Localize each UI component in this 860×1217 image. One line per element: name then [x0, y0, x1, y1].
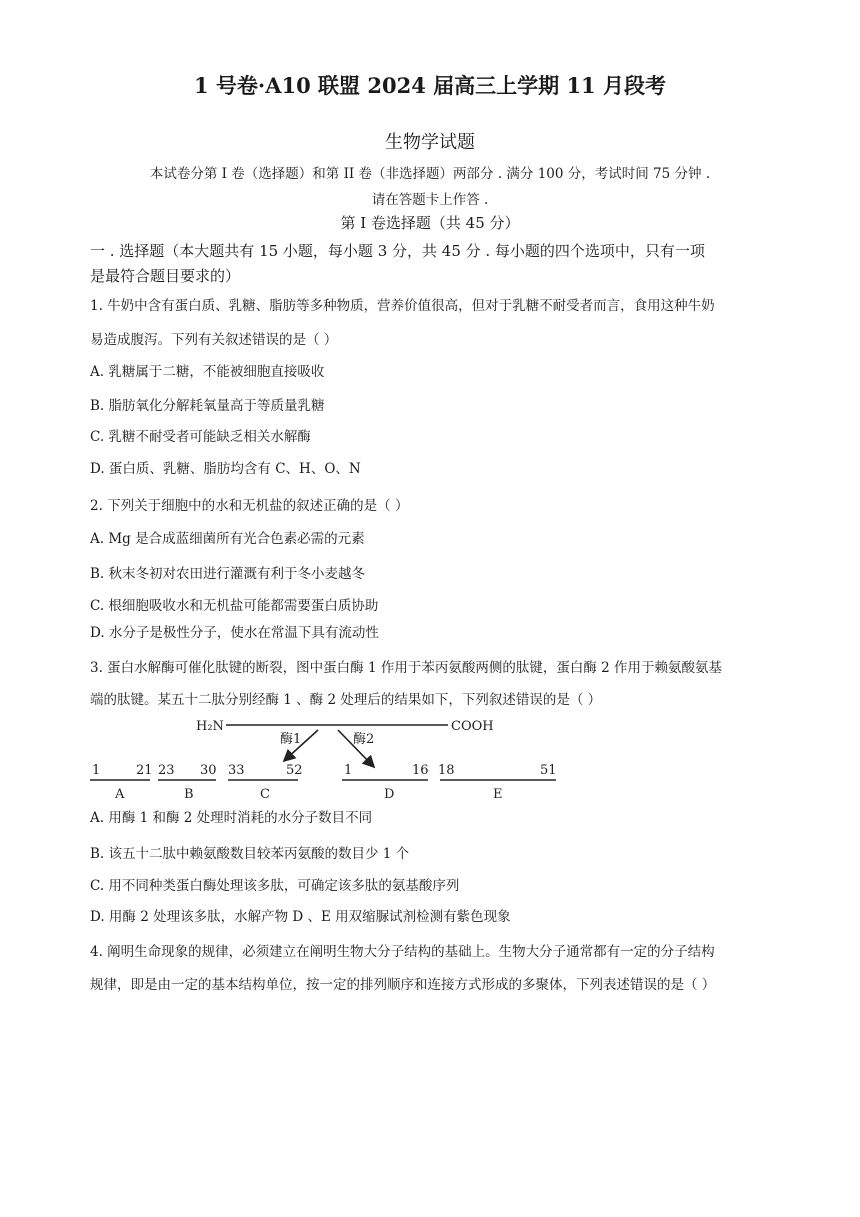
fragment-c-label: C — [260, 787, 270, 802]
subject-title: 生物学试题 — [385, 132, 475, 153]
q1-option-c: C. 乳糖不耐受者可能缺乏相关水解酶 — [90, 429, 311, 445]
fragment-a-start: 1 — [92, 763, 101, 778]
fragment-c-end: 52 — [286, 763, 303, 778]
intro-line-1: 本试卷分第 I 卷（选择题）和第 II 卷（非选择题）两部分 . 满分 100 分，考试时间 75 分钟 . — [149, 166, 711, 182]
fragment-d-end: 16 — [412, 763, 429, 778]
intro-line-2: 请在答题卡上作答 . — [371, 192, 489, 208]
fragment-a-label: A — [115, 787, 125, 802]
q1-option-a: A. 乳糖属于二糖，不能被细胞直接吸收 — [90, 364, 325, 380]
q1-stem-line-2: 易造成腹泻。下列有关叙述错误的是（ ） — [90, 332, 338, 348]
fragment-b-label: B — [184, 787, 194, 802]
fragment-b-end: 30 — [200, 763, 217, 778]
q2-stem-line-1: 2. 下列关于细胞中的水和无机盐的叙述正确的是（ ） — [90, 498, 409, 514]
peptide-cleavage-diagram — [88, 708, 568, 803]
q1-stem-line-1: 1. 牛奶中含有蛋白质、乳糖、脂肪等多种物质，营养价值很高，但对于乳糖不耐受者而言，食用这种牛奶 — [90, 298, 715, 314]
section-title: 第 I 卷选择题（共 45 分） — [340, 214, 520, 232]
q3-option-c: C. 用不同种类蛋白酶处理该多肽，可确定该多肽的氨基酸序列 — [90, 878, 460, 894]
enzyme1-label: 酶1 — [280, 732, 302, 747]
q3-stem-line-1: 3. 蛋白水解酶可催化肽键的断裂，图中蛋白酶 1 作用于苯丙氨酸两侧的肽键，蛋白酶 2 作用于赖氨酸氨基 — [90, 660, 723, 676]
q2-option-b: B. 秋末冬初对农田进行灌溉有利于冬小麦越冬 — [90, 566, 366, 582]
q3-option-a: A. 用酶 1 和酶 2 处理时消耗的水分子数目不同 — [90, 810, 373, 826]
fragment-e-end: 51 — [540, 763, 557, 778]
n-terminus-label: H₂N — [196, 719, 224, 734]
q2-option-d: D. 水分子是极性分子，使水在常温下具有流动性 — [90, 625, 379, 641]
exam-title: 1 号卷·A10 联盟 2024 届高三上学期 11 月段考 — [194, 73, 666, 98]
q1-option-d: D. 蛋白质、乳糖、脂肪均含有 C、H、O、N — [90, 461, 361, 477]
section-heading-line-1: 一 . 选择题（本大题共有 15 小题，每小题 3 分，共 45 分 . 每小题的四个选项中，只有一项 — [90, 242, 705, 260]
q3-option-b: B. 该五十二肽中赖氨酸数目较苯丙氨酸的数目少 1 个 — [90, 846, 410, 862]
q2-option-c: C. 根细胞吸收水和无机盐可能都需要蛋白质协助 — [90, 598, 379, 614]
fragment-c-start: 33 — [228, 763, 245, 778]
c-terminus-label: COOH — [451, 719, 494, 734]
fragment-e-start: 18 — [438, 763, 455, 778]
q1-option-b: B. 脂肪氧化分解耗氧量高于等质量乳糖 — [90, 398, 325, 414]
fragment-b-start: 23 — [158, 763, 175, 778]
fragment-d-start: 1 — [344, 763, 353, 778]
q4-stem-line-2: 规律，即是由一定的基本结构单位，按一定的排列顺序和连接方式形成的多聚体，下列表述错误的是（ ） — [90, 977, 716, 993]
fragment-d-label: D — [384, 787, 395, 802]
q2-option-a: A. Mg 是合成蓝细菌所有光合色素必需的元素 — [90, 531, 365, 547]
section-heading-line-2: 是最符合题目要求的） — [90, 267, 241, 285]
q3-stem-line-2: 端的肽键。某五十二肽分别经酶 1 、酶 2 处理后的结果如下，下列叙述错误的是（ ） — [90, 692, 602, 708]
q3-option-d: D. 用酶 2 处理该多肽，水解产物 D 、E 用双缩脲试剂检测有紫色现象 — [90, 909, 511, 925]
q4-stem-line-1: 4. 阐明生命现象的规律，必须建立在阐明生物大分子结构的基础上。生物大分子通常都有一定的分子结构 — [90, 944, 715, 960]
fragment-e-label: E — [493, 787, 503, 802]
enzyme2-label: 酶2 — [353, 732, 375, 747]
fragment-a-end: 21 — [136, 763, 153, 778]
